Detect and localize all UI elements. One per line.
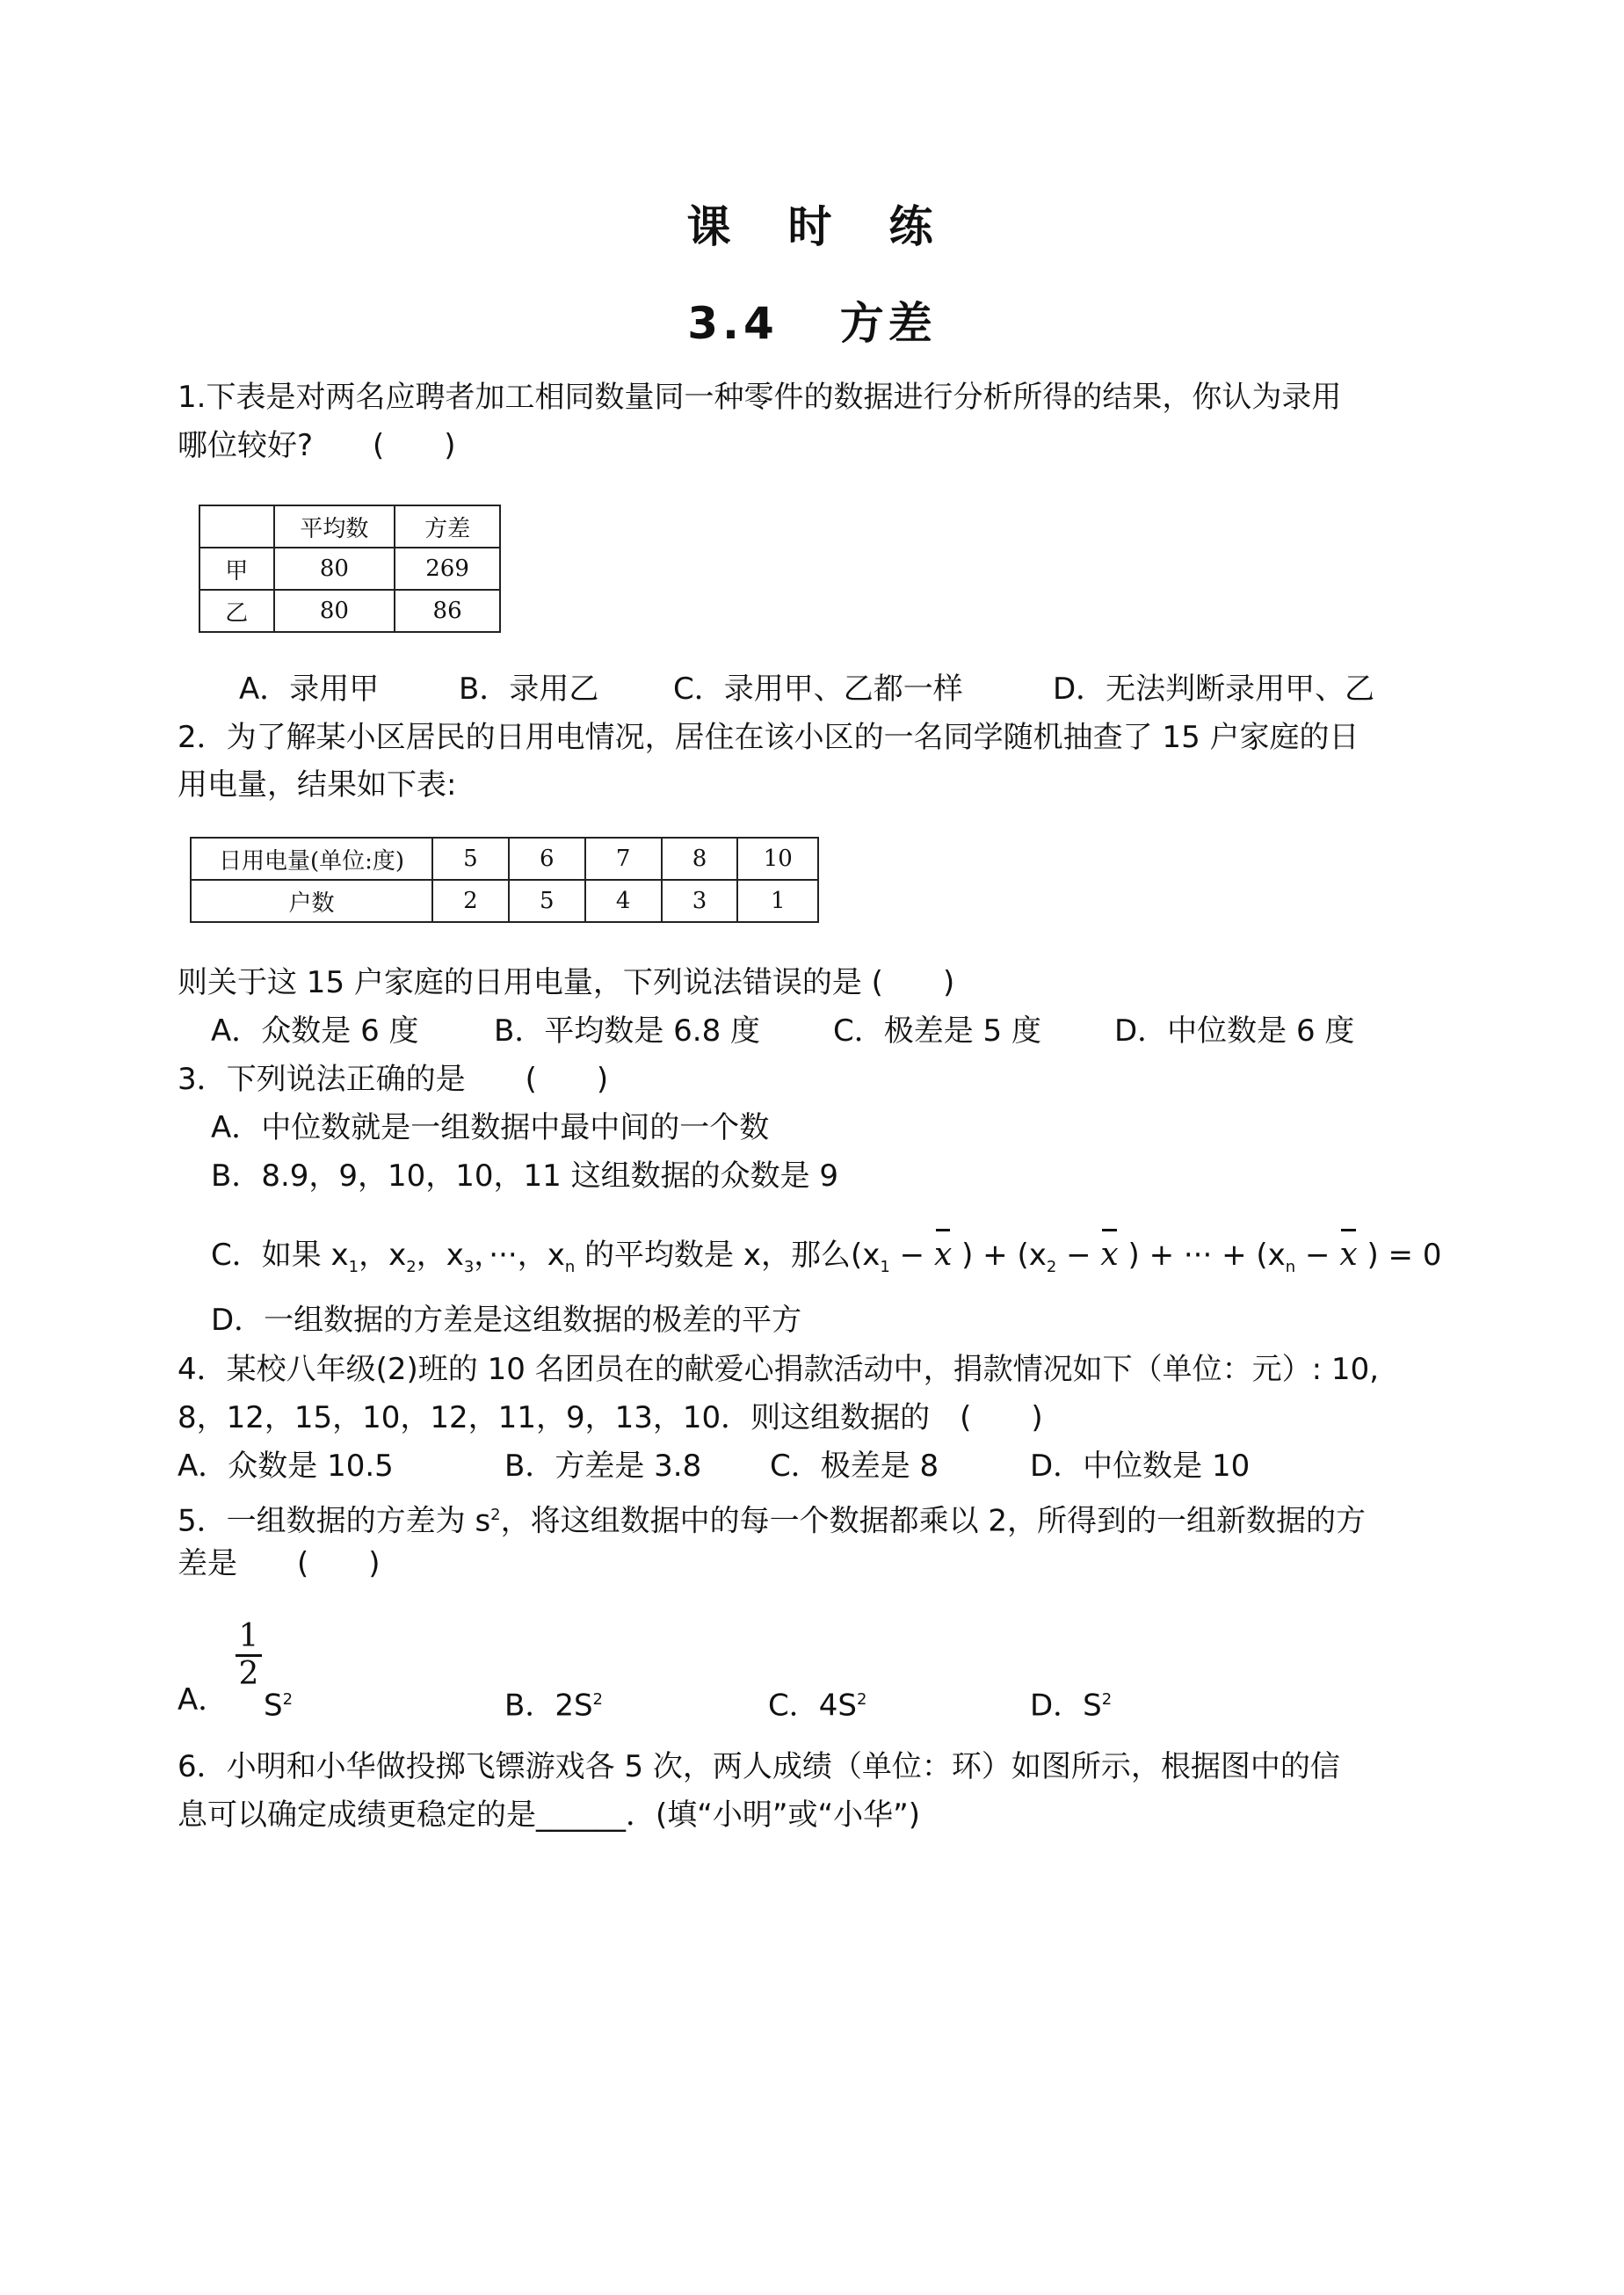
- q2-option-b: B．平均数是 6.8 度: [494, 1013, 761, 1049]
- x-bar-symbol: x: [933, 1237, 953, 1273]
- section-name: 方差: [839, 298, 937, 349]
- q5-option-a-value: $S^2$: [264, 1688, 294, 1724]
- x-bar-symbol: x: [1100, 1237, 1119, 1273]
- q1-table: [199, 505, 501, 633]
- q2-table-cell: 7: [585, 838, 662, 880]
- q1-table-header-mean: 平均数: [274, 505, 395, 548]
- q2-table: [190, 837, 819, 923]
- q1-option-c: C．录用甲、乙都一样: [673, 672, 963, 707]
- q5-option-d: D．$S^2$: [1030, 1688, 1113, 1724]
- q2-table-label-households: 户数: [191, 880, 432, 922]
- q2-table-cell: 4: [585, 880, 662, 922]
- q5-fraction: $\frac{1}{2}$: [236, 1619, 262, 1692]
- q1-table-cell: 269: [395, 548, 500, 590]
- q2-stem-line1: 2．为了解某小区居民的日用电情况，居住在该小区的一名同学随机抽查了 15 户家庭的日: [178, 720, 1359, 755]
- q5-stem-line2: 差是 ( ): [178, 1546, 381, 1581]
- q5-option-c: C．$4S^2$: [768, 1688, 867, 1724]
- q5-option-a-label: A．: [178, 1682, 228, 1718]
- worksheet-title: 课 时 练: [686, 201, 938, 252]
- q2-table-cell: 8: [662, 838, 738, 880]
- section-title: [0, 288, 1624, 352]
- q1-table-header-variance: 方差: [395, 505, 500, 548]
- q4-option-c: C．极差是 8: [770, 1449, 939, 1484]
- q5-stem-line1: 5．一组数据的方差为 $s^2$，将这组数据中的每一个数据都乘以 2，所得到的一组新数据的方: [178, 1503, 1367, 1539]
- q1-table-cell: 80: [274, 548, 395, 590]
- q1-table-cell: 甲: [199, 548, 274, 590]
- q1-stem-line1: 1.下表是对两名应聘者加工相同数量同一种零件的数据进行分析所得的结果，你认为录用: [178, 380, 1342, 415]
- q4-option-b: B．方差是 3.8: [504, 1449, 702, 1484]
- q2-table-cell: 6: [509, 838, 585, 880]
- q4-option-d: D．中位数是 10: [1030, 1449, 1251, 1484]
- q5-option-b: B．$2S^2$: [504, 1688, 603, 1724]
- q4-option-a: A．众数是 10.5: [178, 1449, 394, 1484]
- q2-option-a: A．众数是 6 度: [211, 1013, 419, 1049]
- q1-option-a: A．录用甲: [239, 672, 380, 707]
- q1-option-b: B．录用乙: [459, 672, 599, 707]
- q3-option-d: D．一组数据的方差是这组数据的极差的平方: [211, 1303, 802, 1338]
- q1-option-d: D．无法判断录用甲、乙: [1053, 672, 1375, 707]
- q1-table-cell: 86: [395, 590, 500, 632]
- q2-table-cell: 5: [509, 880, 585, 922]
- q3-option-c: C．如果 $x_1$，$x_2$，$x_3$，···，$x_n$ 的平均数是 x，那么($x_1 - x$ ) + ($x_2 - x$ ) + ··· + ($x_n - x$ ) = 0: [211, 1237, 1442, 1276]
- q2-table-cell: 1: [737, 880, 818, 922]
- q3-stem: 3．下列说法正确的是 ( ): [178, 1062, 609, 1097]
- q6-stem-line2: 息可以确定成绩更稳定的是______．(填“小明”或“小华”): [178, 1798, 920, 1833]
- q2-table-cell: 5: [432, 838, 509, 880]
- q1-table-cell: 乙: [199, 590, 274, 632]
- x-bar-symbol: x: [1339, 1237, 1358, 1273]
- q2-stem-line2: 用电量，结果如下表:: [178, 767, 457, 803]
- q1-stem-line2: 哪位较好? ( ): [178, 428, 456, 463]
- q2-table-label-usage: 日用电量(单位:度): [191, 838, 432, 880]
- q1-table-cell: 80: [274, 590, 395, 632]
- q2-table-cell: 2: [432, 880, 509, 922]
- q2-option-d: D．中位数是 6 度: [1114, 1013, 1355, 1049]
- q2-question: 则关于这 15 户家庭的日用电量，下列说法错误的是 ( ): [178, 965, 955, 1000]
- q1-table-header-empty: [199, 505, 274, 548]
- q6-stem-line1: 6．小明和小华做投掷飞镖游戏各 5 次，两人成绩（单位：环）如图所示，根据图中的信: [178, 1749, 1340, 1784]
- q2-option-c: C．极差是 5 度: [833, 1013, 1041, 1049]
- q3-option-b: B．8.9，9，10，10，11 这组数据的众数是 9: [211, 1158, 839, 1194]
- q4-stem-line2: 8，12，15，10，12，11，9，13，10．则这组数据的 ( ): [178, 1400, 1043, 1435]
- section-number: 3.4: [687, 298, 779, 349]
- q3-option-a: A．中位数就是一组数据中最中间的一个数: [211, 1110, 770, 1145]
- q2-table-cell: 10: [737, 838, 818, 880]
- q4-stem-line1: 4．某校八年级(2)班的 10 名团员在的献爱心捐款活动中，捐款情况如下（单位：元）: 10,: [178, 1352, 1380, 1387]
- q2-table-cell: 3: [662, 880, 738, 922]
